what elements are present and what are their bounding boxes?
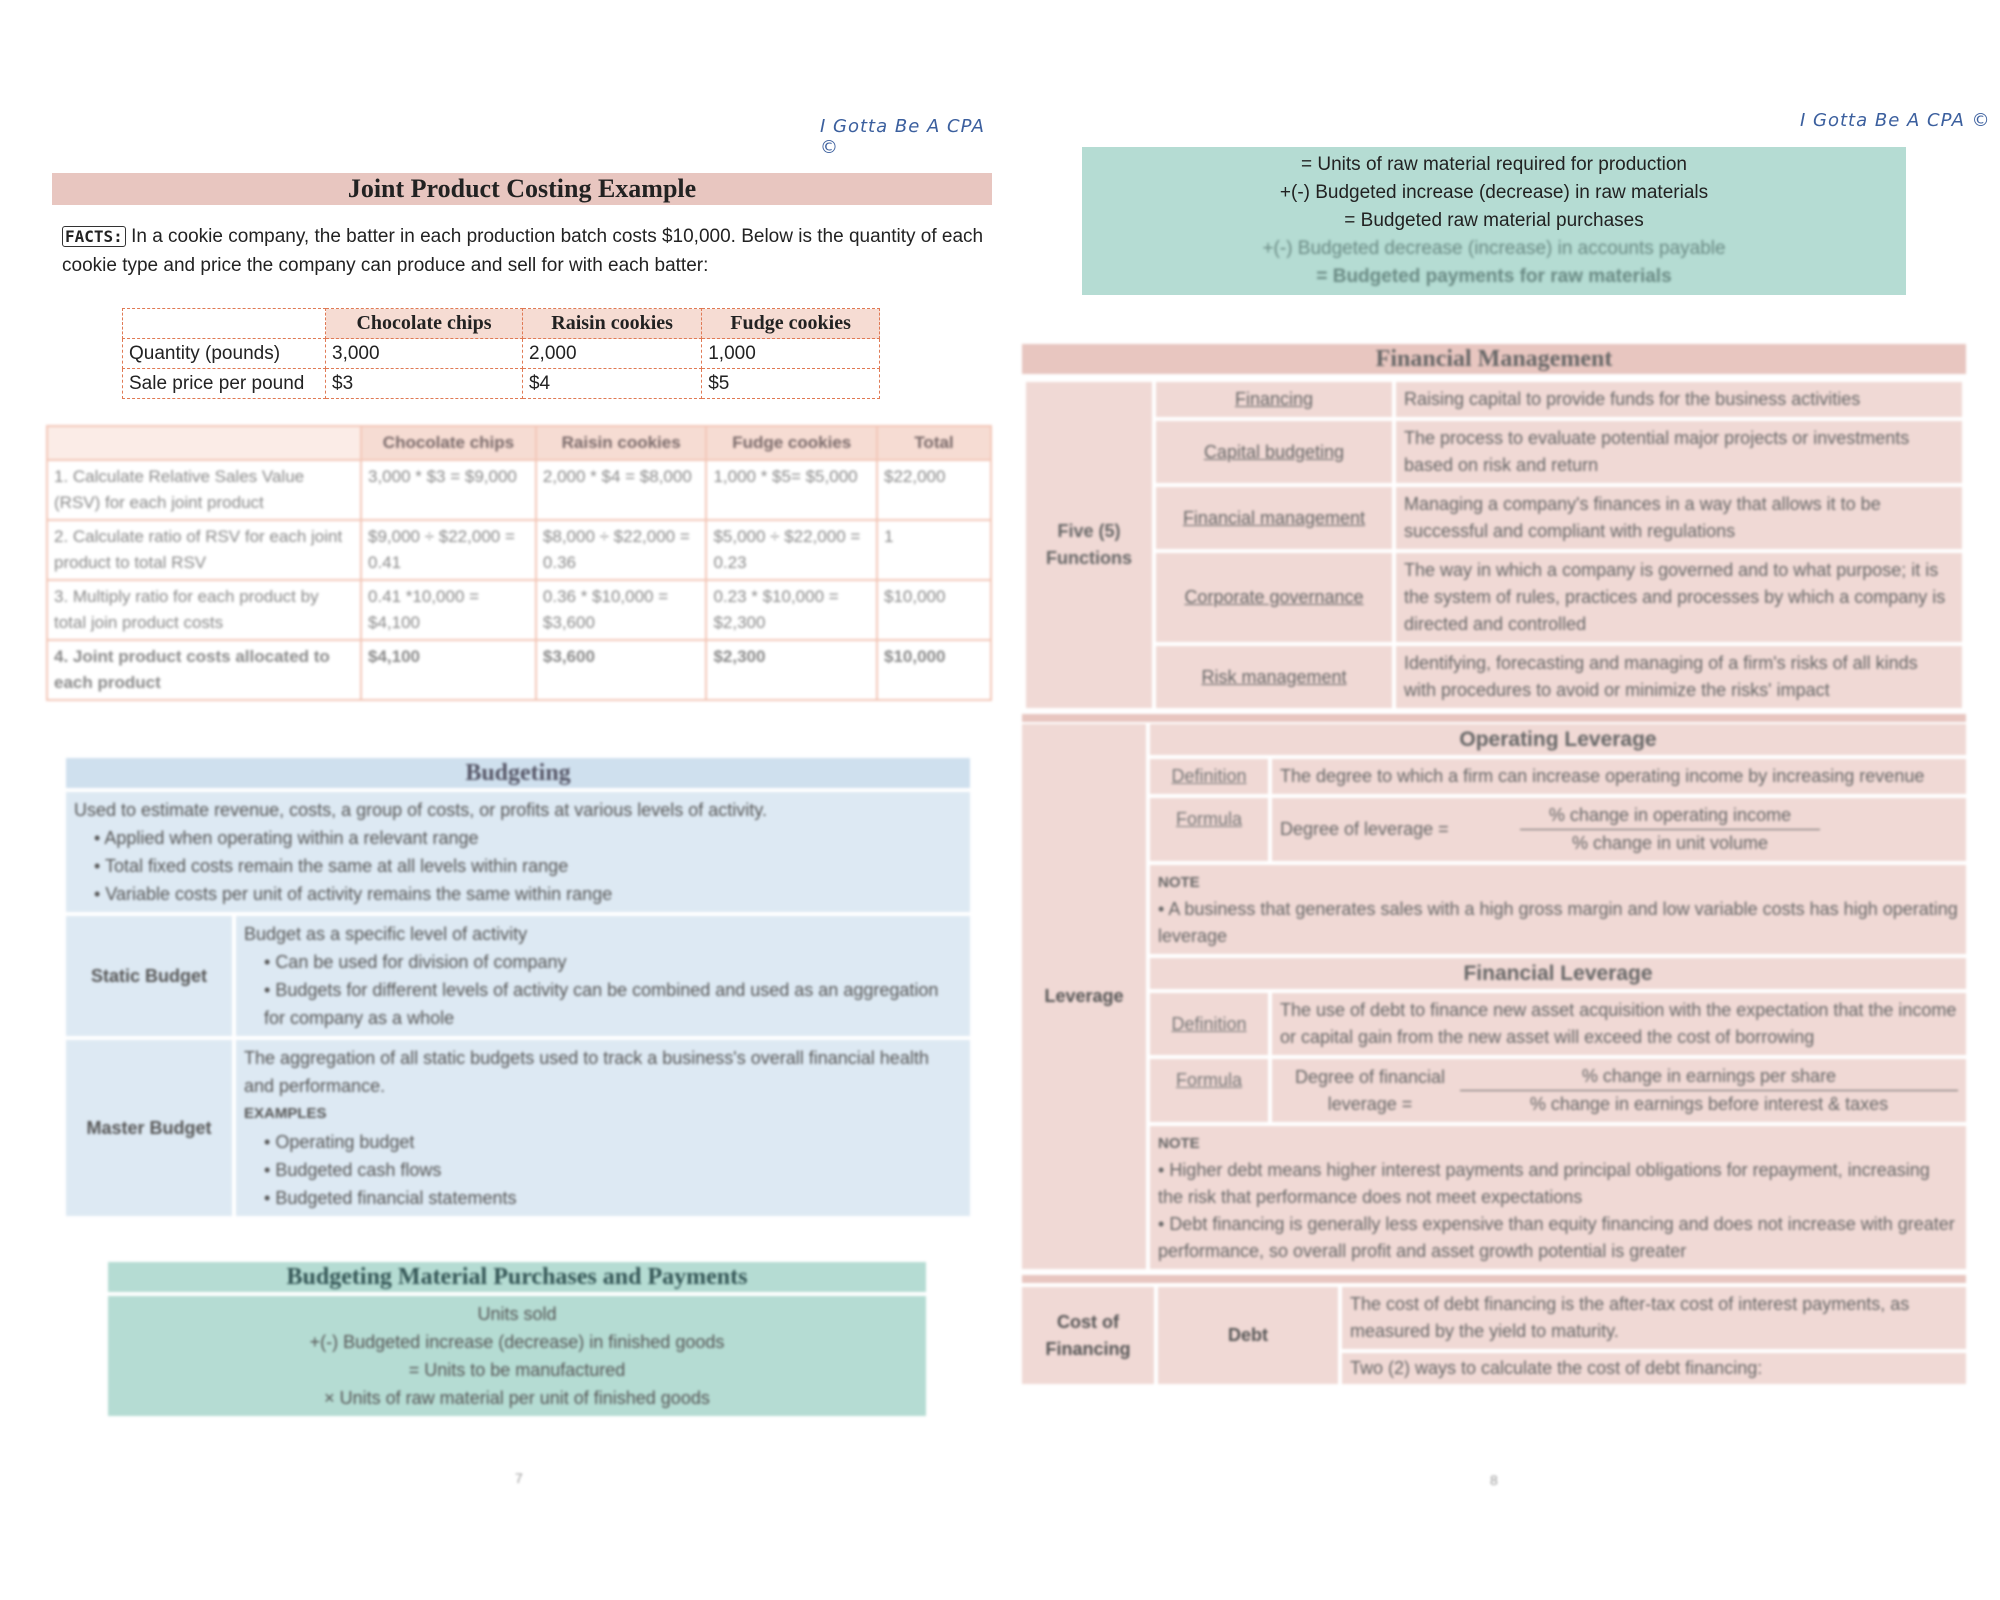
master-budget-text: The aggregation of all static budgets used to track a business's overall financial health and performance. bbox=[244, 1048, 929, 1096]
table-cell: 2. Calculate ratio of RSV for each joint product to total RSV bbox=[47, 520, 361, 580]
formula-lhs: Degree of leverage = bbox=[1280, 819, 1449, 839]
list-item: • Can be used for division of company bbox=[264, 952, 567, 972]
table-row bbox=[1026, 487, 1962, 549]
examples-tag: EXAMPLES bbox=[244, 1105, 327, 1122]
table-row bbox=[47, 580, 991, 640]
table-cell: $9,000 ÷ $22,000 = 0.41 bbox=[361, 520, 536, 580]
budgeting-intro bbox=[66, 792, 970, 912]
formula-denominator: % change in earnings before interest & taxes bbox=[1529, 1094, 1889, 1114]
fm-title: Financial Management bbox=[1022, 344, 1966, 374]
list-item: • Variable costs per unit of activity remains the same within range bbox=[94, 884, 613, 904]
table-header-cell bbox=[123, 309, 326, 339]
static-budget-text: Budget as a specific level of activity bbox=[244, 924, 528, 944]
allocation-table bbox=[46, 425, 992, 701]
function-desc: Managing a company's finances in a way that allows it to be successful and compliant with regulations bbox=[1396, 487, 1962, 549]
table-cell: 2,000 * $4 = $8,000 bbox=[536, 460, 707, 520]
page-title: Joint Product Costing Example bbox=[52, 173, 992, 205]
raw-material-box bbox=[1082, 147, 1906, 295]
table-cell: $3 bbox=[326, 369, 523, 399]
table-cell: $5 bbox=[702, 369, 880, 399]
op-def-row bbox=[1150, 759, 1966, 794]
facts-paragraph bbox=[62, 222, 992, 280]
formula-label: Formula bbox=[1150, 798, 1268, 861]
formula-denominator: % change in unit volume bbox=[1571, 833, 1769, 853]
table-header-cell: Fudge cookies bbox=[702, 309, 880, 339]
formula-content bbox=[1272, 1059, 1966, 1122]
master-budget-label: Master Budget bbox=[66, 1040, 232, 1216]
formula-content bbox=[1272, 798, 1966, 861]
master-budget-row bbox=[66, 1040, 970, 1216]
functions-table bbox=[1022, 378, 1966, 712]
table-header-cell: Total bbox=[877, 426, 991, 460]
formula-line: Units sold bbox=[477, 1304, 557, 1324]
divider bbox=[1022, 714, 1966, 722]
page-number: 7 bbox=[515, 1470, 523, 1486]
table-row bbox=[1026, 553, 1962, 642]
formula-line: +(-) Budgeted increase (decrease) in finished goods bbox=[309, 1332, 725, 1352]
table-cell: $5,000 ÷ $22,000 = 0.23 bbox=[706, 520, 877, 580]
table-row bbox=[47, 520, 991, 580]
function-name: Risk management bbox=[1156, 646, 1392, 708]
divider bbox=[1022, 1275, 1966, 1283]
formula-numerator: % change in earnings per share bbox=[1460, 1063, 1958, 1091]
cost-of-financing-row bbox=[1022, 1287, 1966, 1384]
page-number: 8 bbox=[1490, 1472, 1498, 1488]
formula-numerator: % change in operating income bbox=[1520, 802, 1820, 830]
facts-tag: FACTS: bbox=[62, 226, 126, 247]
operating-leverage-title: Operating Leverage bbox=[1150, 724, 1966, 755]
master-budget-content bbox=[236, 1040, 970, 1216]
list-item: • Operating budget bbox=[264, 1132, 415, 1152]
table-header-cell: Raisin cookies bbox=[522, 309, 701, 339]
table-row bbox=[123, 369, 880, 399]
table-header-cell: Raisin cookies bbox=[536, 426, 707, 460]
function-name: Corporate governance bbox=[1156, 553, 1392, 642]
leverage-content bbox=[1150, 724, 1966, 1269]
list-item: • Higher debt means higher interest payments and principal obligations for repayment, increasing the risk that performance does not meet expectations bbox=[1158, 1160, 1930, 1207]
table-cell: 1. Calculate Relative Sales Value (RSV) for each joint product bbox=[47, 460, 361, 520]
formula-line: = Units of raw material required for production bbox=[1301, 154, 1687, 175]
function-desc: Identifying, forecasting and managing of a firm's risks of all kinds with procedures to avoid or minimize the risks' impact bbox=[1396, 646, 1962, 708]
debt-text: The cost of debt financing is the after-tax cost of interest payments, as measured by the yield to maturity. bbox=[1342, 1287, 1966, 1349]
facts-text: In a cookie company, the batter in each production batch costs $10,000. Below is the quantity of each cookie type and price the company can produce and sell for with each batter: bbox=[62, 226, 984, 276]
table-cell: 4. Joint product costs allocated to each product bbox=[47, 640, 361, 700]
function-name: Financial management bbox=[1156, 487, 1392, 549]
table-cell: $8,000 ÷ $22,000 = 0.36 bbox=[536, 520, 707, 580]
table-cell: $22,000 bbox=[877, 460, 991, 520]
list-item: • Applied when operating within a relevant range bbox=[94, 828, 479, 848]
note-tag: NOTE bbox=[1158, 1135, 1200, 1152]
table-cell: Quantity (pounds) bbox=[123, 339, 326, 369]
table-header-cell: Fudge cookies bbox=[706, 426, 877, 460]
budgeting-intro-text: Used to estimate revenue, costs, a group of costs, or profits at various levels of activity. bbox=[74, 800, 767, 820]
definition-text: The use of debt to finance new asset acquisition with the expectation that the income or capital gain from the new asset will exceed the cost of borrowing bbox=[1272, 993, 1966, 1055]
table-header-cell bbox=[47, 426, 361, 460]
debt-label: Debt bbox=[1158, 1287, 1338, 1384]
brand-logo: I Gotta Be A CPA © bbox=[820, 116, 985, 158]
table-row bbox=[1026, 646, 1962, 708]
material-section bbox=[108, 1262, 926, 1416]
table-cell: 3,000 * $3 = $9,000 bbox=[361, 460, 536, 520]
static-budget-label: Static Budget bbox=[66, 916, 232, 1036]
function-name: Financing bbox=[1156, 382, 1392, 417]
op-formula-row bbox=[1150, 798, 1966, 861]
function-desc: Raising capital to provide funds for the business activities bbox=[1396, 382, 1962, 417]
budgeting-title: Budgeting bbox=[66, 758, 970, 788]
list-item: • Budgets for different levels of activity can be combined and used as an aggregation for company as a whole bbox=[264, 980, 939, 1028]
function-desc: The way in which a company is governed and to what purpose; it is the system of rules, practices and processes by which a company is directed and controlled bbox=[1396, 553, 1962, 642]
table-row bbox=[47, 460, 991, 520]
table-cell: 0.36 * $10,000 = $3,600 bbox=[536, 580, 707, 640]
static-budget-content bbox=[236, 916, 970, 1036]
table-cell: 0.41 *10,000 = $4,100 bbox=[361, 580, 536, 640]
cost-of-financing-label: Cost of Financing bbox=[1022, 1287, 1154, 1384]
fin-note-box bbox=[1150, 1126, 1966, 1269]
leverage-label: Leverage bbox=[1022, 724, 1146, 1269]
table-header-cell: Chocolate chips bbox=[326, 309, 523, 339]
static-budget-row bbox=[66, 916, 970, 1036]
fin-formula-row bbox=[1150, 1059, 1966, 1122]
definition-label: Definition bbox=[1150, 759, 1268, 794]
table-cell: $4 bbox=[522, 369, 701, 399]
note-tag: NOTE bbox=[1158, 874, 1200, 891]
list-item: • Total fixed costs remain the same at all levels within range bbox=[94, 856, 569, 876]
table-cell: $4,100 bbox=[361, 640, 536, 700]
op-note-box bbox=[1150, 865, 1966, 954]
table-cell: 3,000 bbox=[326, 339, 523, 369]
debt-text: Two (2) ways to calculate the cost of debt financing: bbox=[1342, 1353, 1966, 1384]
table-cell: $10,000 bbox=[877, 580, 991, 640]
table-cell: 2,000 bbox=[522, 339, 701, 369]
table-cell: 1 bbox=[877, 520, 991, 580]
table-cell: 1,000 * $5= $5,000 bbox=[706, 460, 877, 520]
list-item: • Budgeted cash flows bbox=[264, 1160, 442, 1180]
five-functions-label: Five (5) Functions bbox=[1026, 382, 1152, 708]
function-name: Capital budgeting bbox=[1156, 421, 1392, 483]
table-row bbox=[1026, 421, 1962, 483]
definition-text: The degree to which a firm can increase operating income by increasing revenue bbox=[1272, 759, 1966, 794]
material-title: Budgeting Material Purchases and Payments bbox=[108, 1262, 926, 1292]
debt-content bbox=[1342, 1287, 1966, 1384]
fin-def-row bbox=[1150, 993, 1966, 1055]
table-cell: 3. Multiply ratio for each product by total join product costs bbox=[47, 580, 361, 640]
budgeting-section bbox=[66, 758, 970, 1216]
quantity-price-table bbox=[122, 308, 880, 399]
formula-line: × Units of raw material per unit of finished goods bbox=[324, 1388, 710, 1408]
table-row bbox=[123, 339, 880, 369]
formula-line: = Units to be manufactured bbox=[408, 1360, 626, 1380]
list-item: • A business that generates sales with a high gross margin and low variable costs has high operating leverage bbox=[1158, 899, 1958, 946]
table-cell: Sale price per pound bbox=[123, 369, 326, 399]
formula-line: +(-) Budgeted decrease (increase) in accounts payable bbox=[1262, 238, 1726, 259]
table-header-cell: Chocolate chips bbox=[361, 426, 536, 460]
table-header-row bbox=[47, 426, 991, 460]
table-cell: 0.23 * $10,000 = $2,300 bbox=[706, 580, 877, 640]
table-cell: $10,000 bbox=[877, 640, 991, 700]
formula-lhs: Degree of financial leverage = bbox=[1294, 1066, 1446, 1114]
formula-line: = Budgeted raw material purchases bbox=[1344, 210, 1644, 231]
formula-label: Formula bbox=[1150, 1059, 1268, 1122]
financial-management-section bbox=[1022, 344, 1966, 1384]
table-header-row bbox=[123, 309, 880, 339]
list-item: • Debt financing is generally less expensive than equity financing and does not increase with greater performance, so overall profit and asset growth potential is greater bbox=[1158, 1214, 1955, 1261]
table-row bbox=[1026, 382, 1962, 417]
table-cell: $3,600 bbox=[536, 640, 707, 700]
leverage-block bbox=[1022, 724, 1966, 1269]
table-row bbox=[47, 640, 991, 700]
brand-logo: I Gotta Be A CPA © bbox=[1800, 110, 1991, 131]
table-cell: 1,000 bbox=[702, 339, 880, 369]
financial-leverage-title: Financial Leverage bbox=[1150, 958, 1966, 989]
right-page bbox=[1000, 0, 2000, 1600]
formula-line: +(-) Budgeted increase (decrease) in raw materials bbox=[1279, 182, 1709, 203]
formula-line: = Budgeted payments for raw materials bbox=[1316, 266, 1672, 287]
list-item: • Budgeted financial statements bbox=[264, 1188, 517, 1208]
definition-label: Definition bbox=[1150, 993, 1268, 1055]
table-cell: $2,300 bbox=[706, 640, 877, 700]
function-desc: The process to evaluate potential major projects or investments based on risk and return bbox=[1396, 421, 1962, 483]
material-lines bbox=[108, 1296, 926, 1416]
